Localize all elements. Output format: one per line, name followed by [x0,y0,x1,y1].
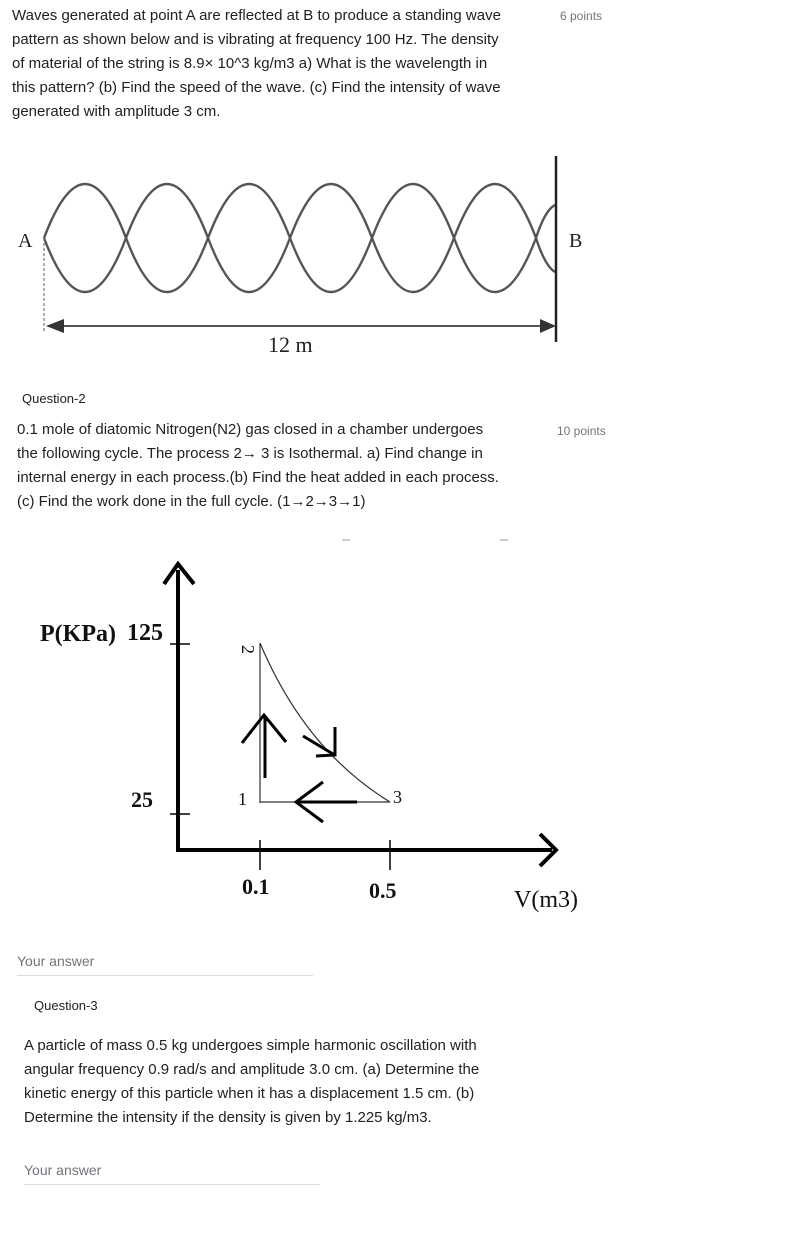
q1-line: pattern as shown below and is vibrating at frequency 100 Hz. The density [12,31,499,48]
q2-answer-field[interactable] [17,953,313,977]
label-b: B [569,230,583,252]
arrow-right-head [540,319,556,333]
x-tick-label-0-5: 0.5 [369,878,397,903]
x-tick-label-0-1: 0.1 [242,874,270,899]
point-1-label: 1 [238,789,247,809]
q2-line: the following cycle. The process 2→ 3 is Isothermal. a) Find change in [17,445,483,462]
label-a: A [18,230,33,252]
q2-answer-underline [17,975,313,976]
length-label: 12 m [268,332,313,357]
q3-line: A particle of mass 0.5 kg undergoes simple harmonic oscillation with [24,1037,477,1054]
process-2-3 [260,643,390,802]
q3-answer-underline [24,1184,320,1185]
wave-loops [44,184,555,292]
pv-diagram [0,530,620,930]
q3-answer-placeholder: Your answer [24,1162,102,1178]
q2-line: internal energy in each process.(b) Find the heat added in each process. [17,469,499,486]
q1-line: Waves generated at point A are reflected at B to produce a standing wave [12,7,501,24]
point-2-label: 2 [238,645,258,654]
q2-answer-placeholder: Your answer [17,953,95,969]
q2-line: 0.1 mole of diatomic Nitrogen(N2) gas closed in a chamber undergoes [17,421,484,438]
y-tick-label-125: 125 [127,620,163,646]
y-tick-label-25: 25 [131,787,153,812]
q2-label: Question-2 [22,391,86,406]
q3-line: Determine the intensity if the density is given by 1.225 kg/m3. [24,1109,432,1126]
q1-line: of material of the string is 8.9× 10^3 kg/m3 a) What is the wavelength in [12,55,488,72]
q1-line: generated with amplitude 3 cm. [12,103,221,120]
point-3-label: 3 [393,787,402,807]
q3-label: Question-3 [34,998,98,1013]
arrow-left-head [46,319,64,333]
question-2-text [17,418,557,514]
y-axis-label: P(KPa) [40,621,116,647]
q1-points: 6 points [560,9,603,23]
q1-line: this pattern? (b) Find the speed of the wave. (c) Find the intensity of wave [12,79,501,96]
question-3-text [24,1034,564,1130]
q2-points: 10 points [557,424,606,438]
arrow-diag-shaft [303,736,333,754]
standing-wave-figure [0,150,620,365]
x-axis-label: V(m3) [514,887,578,913]
q3-line: kinetic energy of this particle when it has a displacement 1.5 cm. (b) [24,1085,475,1102]
q3-answer-field[interactable] [24,1162,320,1186]
question-1-text [12,4,557,124]
q2-line: (c) Find the work done in the full cycle. (1→2→3→1) [17,493,366,510]
q3-line: angular frequency 0.9 rad/s and amplitude 3.0 cm. (a) Determine the [24,1061,480,1078]
